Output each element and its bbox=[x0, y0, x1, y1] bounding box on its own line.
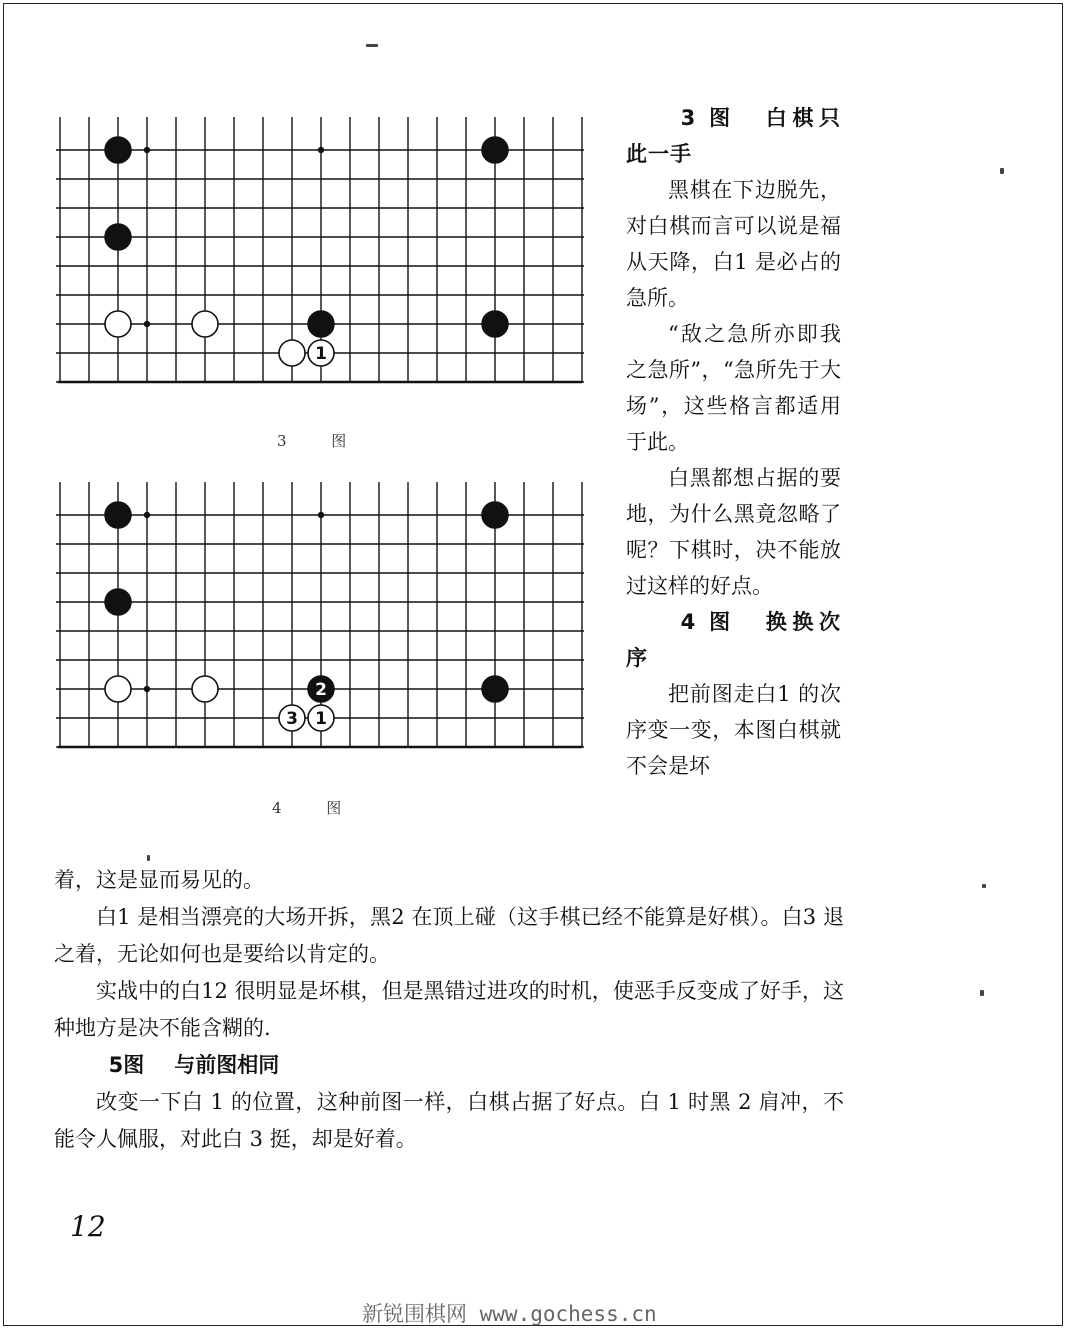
diagram-4-caption: 4 图 bbox=[272, 799, 362, 817]
heading-figure-5 bbox=[54, 1047, 844, 1084]
white-stone bbox=[105, 676, 131, 702]
paragraph: 着，这是显而易见的。 bbox=[54, 868, 264, 892]
black-stone bbox=[482, 502, 508, 528]
star-point bbox=[318, 512, 324, 518]
scan-speck bbox=[1000, 168, 1004, 174]
stone-number: 2 bbox=[315, 680, 327, 700]
black-stone bbox=[482, 137, 508, 163]
heading-5-number: 5图 bbox=[108, 1053, 145, 1077]
star-point bbox=[144, 321, 150, 327]
white-stone bbox=[279, 340, 305, 366]
white-stone bbox=[192, 311, 218, 337]
paragraph: 把前图走白1 的次序变一变，本图白棋就不会是坏 bbox=[626, 682, 841, 778]
white-stone bbox=[192, 676, 218, 702]
paragraph: 改变一下白 1 的位置，这种前图一样，白棋占据了好点。白 1 时黑 2 肩冲，不能令人佩服，对此白 3 挺，却是好着。 bbox=[54, 1090, 844, 1151]
paragraph: 黑棋在下边脱先，对白棋而言可以说是福从天降，白1 是必占的急所。 bbox=[626, 178, 841, 310]
scan-speck bbox=[982, 884, 986, 888]
black-stone bbox=[482, 676, 508, 702]
paragraph: 白1 是相当漂亮的大场开拆，黑2 在顶上碰（这手棋已经不能算是好棋）。白3 退之着，无论如何也是要给以肯定的。 bbox=[54, 905, 844, 966]
heading-4-title: 换换次序 bbox=[626, 610, 841, 670]
go-board-3-svg bbox=[56, 117, 588, 403]
stone-number: 1 bbox=[315, 709, 327, 729]
scan-speck bbox=[366, 44, 378, 47]
scan-speck bbox=[147, 855, 150, 861]
black-stone bbox=[105, 137, 131, 163]
black-stone bbox=[105, 502, 131, 528]
page-number: 12 bbox=[70, 1210, 106, 1243]
side-column bbox=[626, 100, 841, 784]
black-stone bbox=[105, 224, 131, 250]
black-stone bbox=[308, 311, 334, 337]
paragraph: 白黑都想占据的要地，为什么黑竟忽略了呢？下棋时，决不能放过这样的好点。 bbox=[626, 466, 841, 598]
heading-3-number: 3 图 bbox=[680, 106, 736, 130]
heading-figure-3 bbox=[626, 100, 841, 172]
star-point bbox=[144, 512, 150, 518]
go-board-diagram-4 bbox=[56, 482, 588, 768]
heading-4-number: 4 图 bbox=[680, 610, 736, 634]
watermark: 新锐围棋网 www.gochess.cn bbox=[362, 1302, 657, 1326]
stone-number: 1 bbox=[315, 344, 327, 364]
star-point bbox=[144, 686, 150, 692]
heading-3-title: 白棋只此一手 bbox=[626, 106, 841, 166]
paragraph: “敌之急所亦即我之急所”，“急所先于大场”，这些格言都适用于此。 bbox=[626, 322, 841, 454]
body-text bbox=[54, 862, 844, 1158]
black-stone bbox=[105, 589, 131, 615]
scan-speck bbox=[980, 990, 984, 996]
go-board-diagram-3 bbox=[56, 117, 588, 403]
go-board-4-svg bbox=[56, 482, 588, 768]
black-stone bbox=[482, 311, 508, 337]
paragraph: 实战中的白12 很明显是坏棋，但是黑错过进攻的时机，使恶手反变成了好手，这种地方是决不能含糊的. bbox=[54, 979, 844, 1040]
white-stone bbox=[105, 311, 131, 337]
star-point bbox=[318, 147, 324, 153]
stone-number: 3 bbox=[286, 709, 298, 729]
heading-5-title: 与前图相同 bbox=[174, 1053, 280, 1077]
diagram-3-caption: 3 图 bbox=[277, 432, 367, 450]
star-point bbox=[144, 147, 150, 153]
heading-figure-4 bbox=[626, 604, 841, 676]
